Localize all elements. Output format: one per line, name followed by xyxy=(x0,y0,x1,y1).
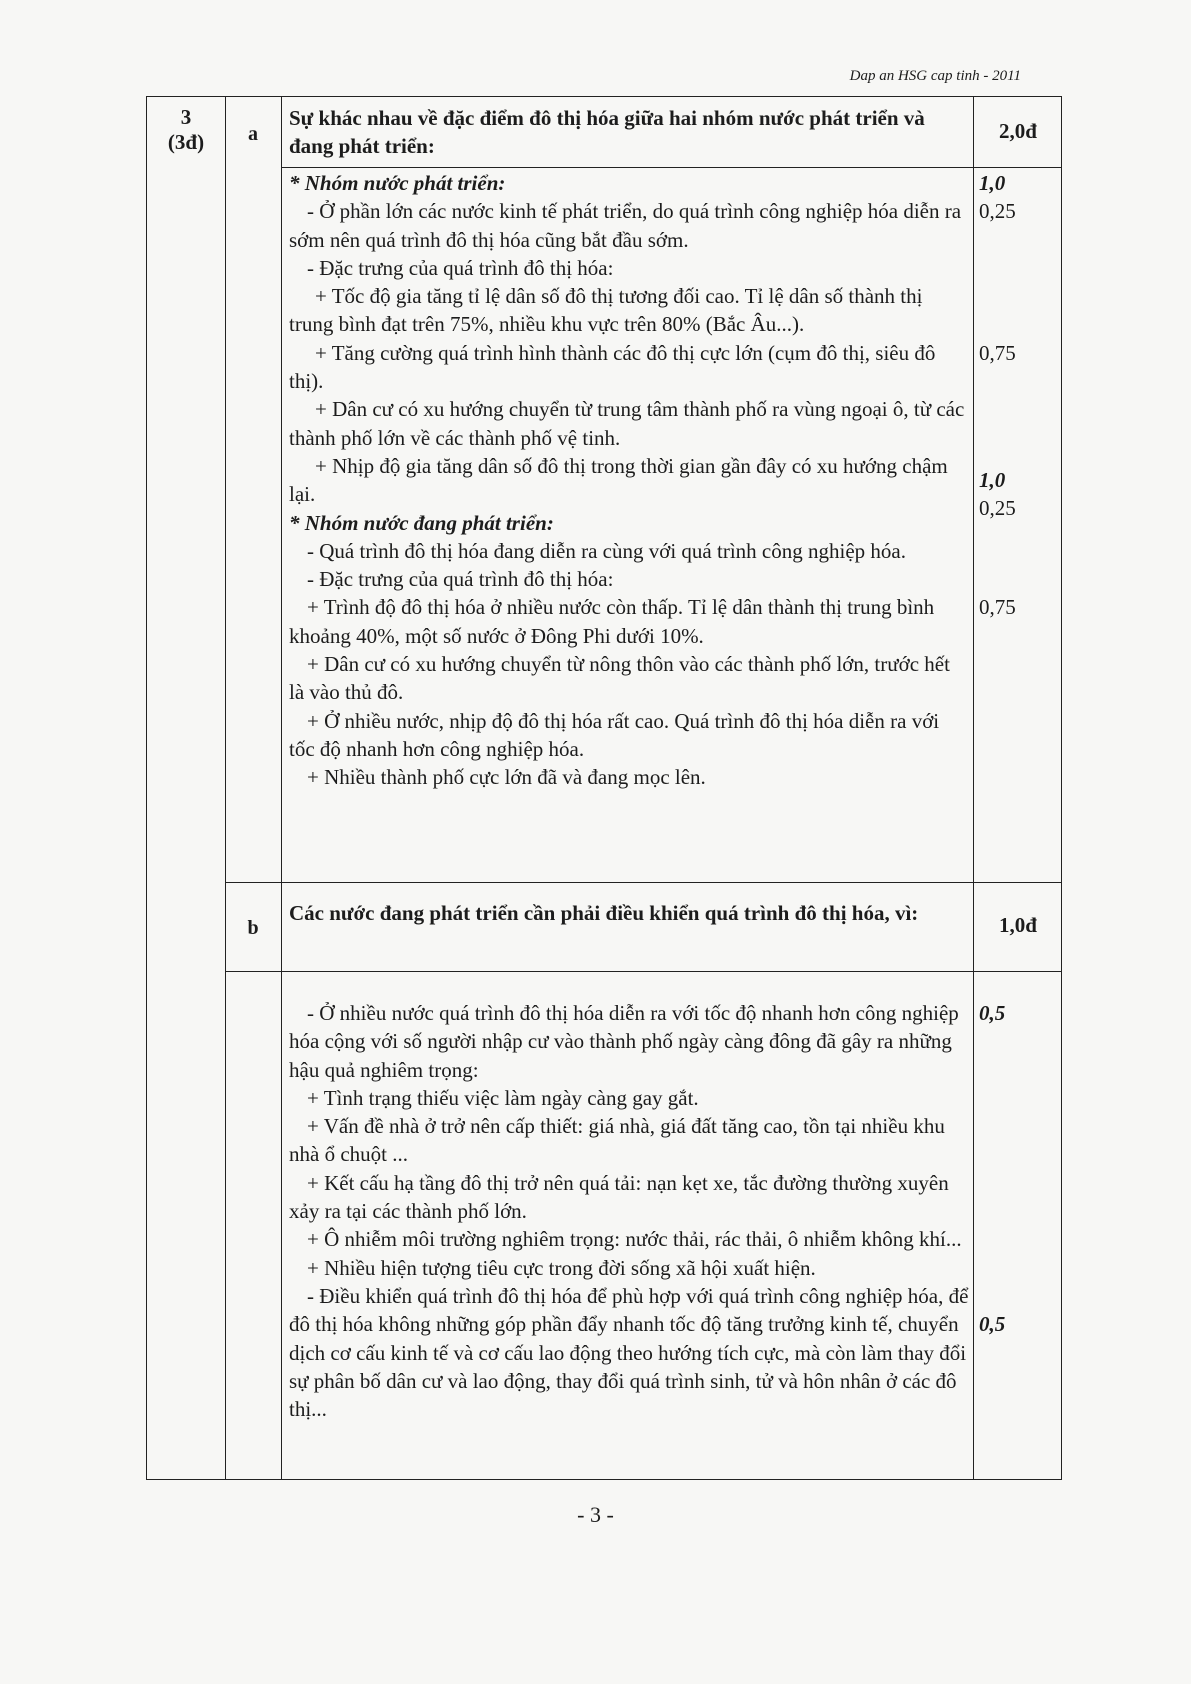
document-header: Dap an HSG cap tinh - 2011 xyxy=(849,68,1021,84)
row-divider xyxy=(225,971,1061,972)
developed-line-3: + Tốc độ gia tăng tỉ lệ dân số đô thị tương đối cao. Tỉ lệ dân số thành thị trung bình đạt trên 75%, nhiều khu vực trên 80% (Bắc Âu...). xyxy=(289,284,923,337)
part-b-score-2: 0,5 xyxy=(979,1312,1006,1337)
developing-line-1: - Quá trình đô thị hóa đang diễn ra cùng với quá trình công nghiệp hóa. xyxy=(307,538,906,563)
part-b-scores xyxy=(979,999,1059,1339)
question-number: 3 xyxy=(180,105,192,129)
part-a-scores xyxy=(979,169,1059,622)
row-divider xyxy=(281,167,1061,168)
developed-heading: * Nhóm nước phát triển: xyxy=(289,171,506,195)
part-b-line-4: + Kết cấu hạ tầng đô thị trở nên quá tải: nạn kẹt xe, tắc đường thường xuyên xảy ra tại các thành phố lớn. xyxy=(289,1170,949,1224)
part-a-title: Sự khác nhau về đặc điểm đô thị hóa giữa hai nhóm nước phát triển và đang phát triển: xyxy=(289,106,925,159)
developed-line-2: - Đặc trưng của quá trình đô thị hóa: xyxy=(307,255,614,280)
answer-table xyxy=(146,96,1062,1480)
developed-score-2: 0,75 xyxy=(979,340,1016,365)
part-b-line-3: + Vấn đề nhà ở trở nên cấp thiết: giá nhà, giá đất tăng cao, tồn tại nhiều khu nhà ổ chuột ... xyxy=(289,1114,945,1167)
column-divider xyxy=(973,97,974,1479)
developing-score: 1,0 xyxy=(979,467,1006,492)
part-b-line-2: + Tình trạng thiếu việc làm ngày càng gay gắt. xyxy=(307,1085,699,1110)
question-points: (3đ) xyxy=(167,130,205,154)
part-a-label: a xyxy=(248,123,258,145)
developing-score-2: 0,75 xyxy=(979,595,1016,620)
part-b-score: 1,0đ xyxy=(999,913,1037,937)
part-b-line-7: - Điều khiển quá trình đô thị hóa để phù hợp với quá trình công nghiệp hóa, để đô thị hóa không những góp phần đẩy nhanh tốc độ tăng trưởng kinh tế, chuyển dịch cơ cấu kinh tế và cơ cấu lao động theo hướng tích cực, mà còn làm thay đổi sự phân bố dân cư và lao động, thay đổi quá trình sinh, tử và hôn nhân ở các đô thị... xyxy=(289,1283,969,1422)
part-b-score-1: 0,5 xyxy=(979,1001,1006,1025)
page-number: - 3 - xyxy=(577,1502,614,1527)
developing-score-1: 0,25 xyxy=(979,496,1016,521)
part-b-title: Các nước đang phát triển cần phải điều khiển quá trình đô thị hóa, vì: xyxy=(289,901,919,925)
developing-line-4: + Dân cư có xu hướng chuyển từ nông thôn vào các thành phố lớn, trước hết là vào thủ đô. xyxy=(289,652,950,705)
part-a-content xyxy=(289,169,969,792)
developing-line-5: + Ở nhiều nước, nhịp độ đô thị hóa rất cao. Quá trình đô thị hóa diễn ra với tốc độ nhanh hơn công nghiệp hóa. xyxy=(289,708,940,761)
part-b-line-1: - Ở nhiều nước quá trình đô thị hóa diễn ra với tốc độ nhanh hơn công nghiệp hóa cộng với số người nhập cư vào thành phố ngày càng đông đã gây ra những hậu quả nghiêm trọng: xyxy=(289,1001,959,1082)
developing-heading: * Nhóm nước đang phát triển: xyxy=(289,510,554,535)
row-divider xyxy=(225,882,1061,883)
developing-line-3: + Trình độ đô thị hóa ở nhiều nước còn thấp. Tỉ lệ dân thành thị trung bình khoảng 40%, một số nước ở Đông Phi dưới 10%. xyxy=(289,595,935,648)
column-divider xyxy=(225,97,226,1479)
part-b-line-6: + Nhiều hiện tượng tiêu cực trong đời sống xã hội xuất hiện. xyxy=(307,1255,816,1280)
part-b-line-5: + Ô nhiễm môi trường nghiêm trọng: nước thải, rác thải, ô nhiễm không khí... xyxy=(307,1227,962,1252)
developed-score-1: 0,25 xyxy=(979,199,1016,224)
column-divider xyxy=(281,97,282,1479)
developed-line-6: + Nhịp độ gia tăng dân số đô thị trong thời gian gần đây có xu hướng chậm lại. xyxy=(289,453,948,507)
developed-line-1: - Ở phần lớn các nước kinh tế phát triển, do quá trình công nghiệp hóa diễn ra sớm nên quá trình đô thị hóa cũng bắt đầu sớm. xyxy=(289,199,962,252)
developed-line-5: + Dân cư có xu hướng chuyển từ trung tâm thành phố ra vùng ngoại ô, từ các thành phố lớn về các thành phố vệ tinh. xyxy=(289,397,965,450)
developed-line-4: + Tăng cường quá trình hình thành các đô thị cực lớn (cụm đô thị, siêu đô thị). xyxy=(289,340,936,394)
question-number-cell xyxy=(147,105,225,155)
part-b-content xyxy=(289,999,969,1423)
developed-score: 1,0 xyxy=(979,171,1006,195)
part-a-score: 2,0đ xyxy=(999,119,1037,143)
part-b-label: b xyxy=(247,917,259,939)
developing-line-2: - Đặc trưng của quá trình đô thị hóa: xyxy=(307,567,614,592)
developing-line-6: + Nhiều thành phố cực lớn đã và đang mọc lên. xyxy=(307,765,706,790)
